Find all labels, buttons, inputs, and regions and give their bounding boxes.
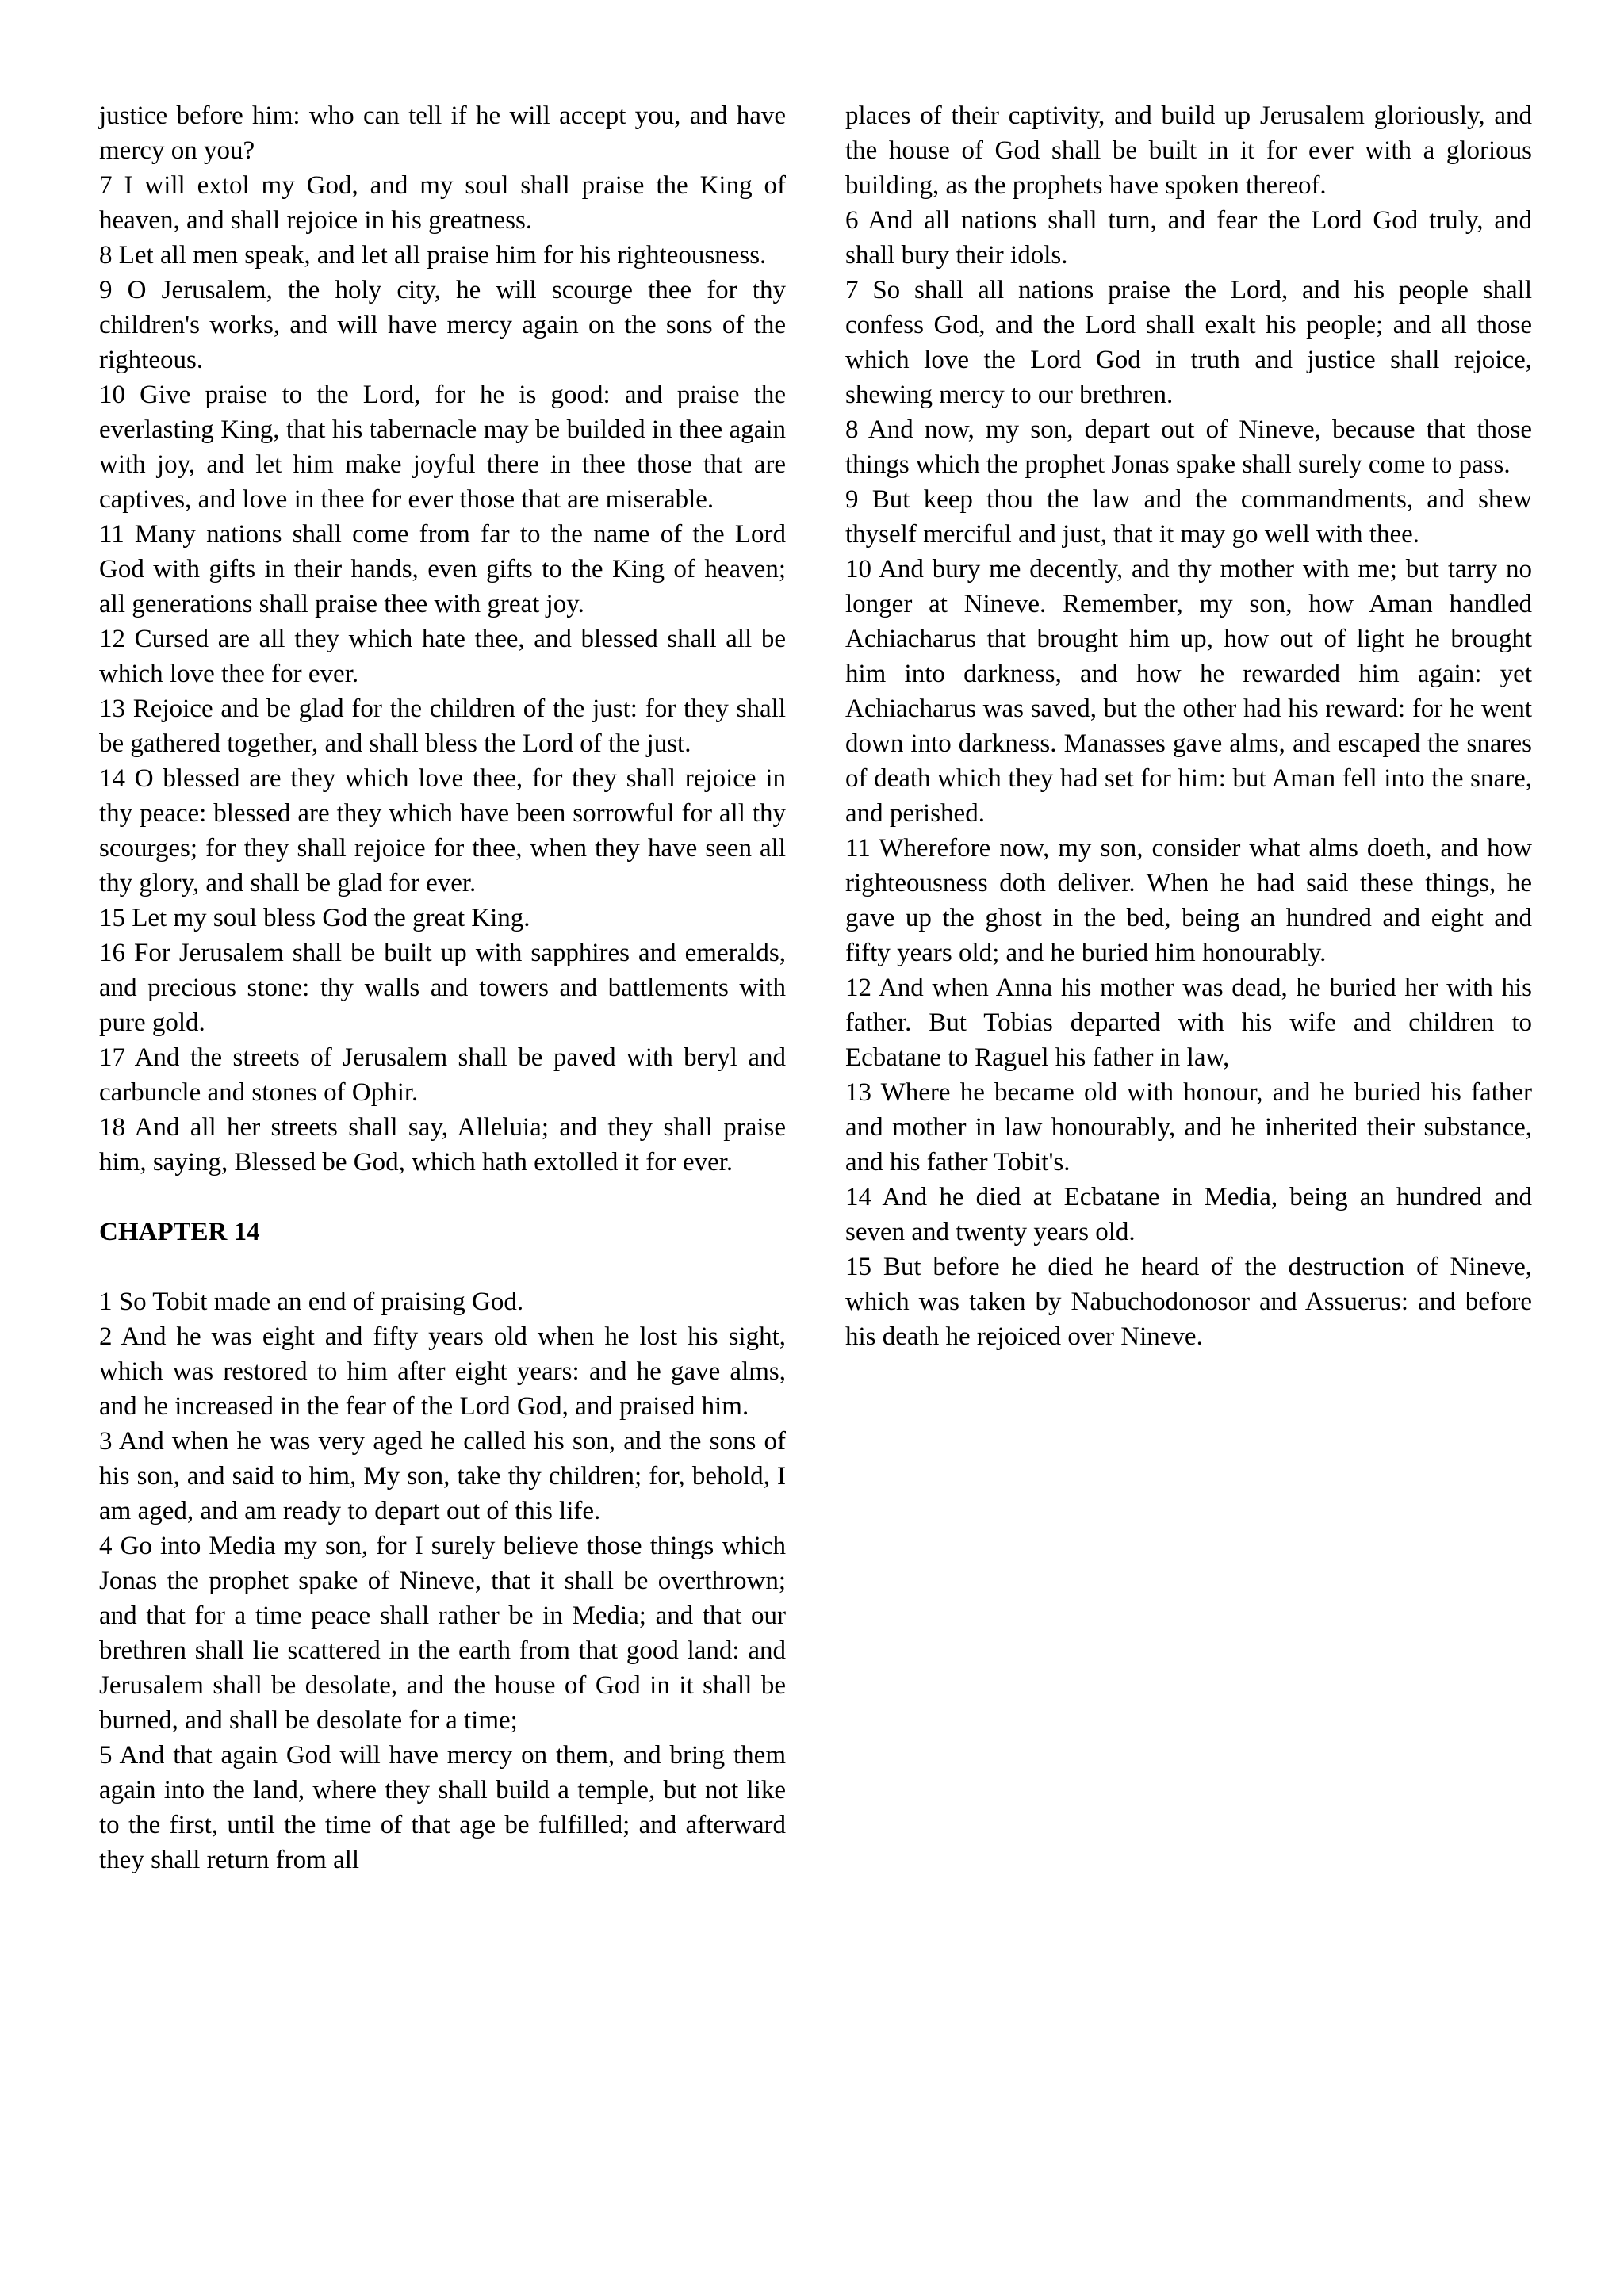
verse-text: 12 And when Anna his mother was dead, he buried her with his father. But Tobias departed with his wife and children to Ecbatane to Raguel his father in law, bbox=[845, 974, 1532, 1072]
verse-text: 12 Cursed are all they which hate thee, and blessed shall all be which love thee for ever. bbox=[99, 625, 786, 688]
verse-text: 11 Many nations shall come from far to the name of the Lord God with gifts in their hands, even gifts to the King of heaven; all generations shall praise thee with great joy. bbox=[99, 520, 786, 618]
verse-text: 2 And he was eight and fifty years old when he lost his sight, which was restored to him after eight years: and he gave alms, and he increased in the fear of the Lord God, and praised him. bbox=[99, 1322, 786, 1421]
verse-text: 13 Rejoice and be glad for the children of the just: for they shall be gathered together, and shall bless the Lord of the just. bbox=[99, 695, 786, 758]
verse-text: 11 Wherefore now, my son, consider what alms doeth, and how righteousness doth deliver. When he had said these things, he gave up the ghost in the bed, being an hundred and eight and fifty years old; and he buried him honourably. bbox=[845, 834, 1532, 967]
verse-text: 1 So Tobit made an end of praising God. bbox=[99, 1288, 524, 1316]
verse-text: places of their captivity, and build up Jerusalem gloriously, and the house of God shall be built in it for ever with a glorious building, as the prophets have spoken thereof. bbox=[845, 101, 1532, 200]
verse-text: 18 And all her streets shall say, Alleluia; and they shall praise him, saying, Blessed be God, which hath extolled it for ever. bbox=[99, 1113, 786, 1177]
verse-text: 15 Let my soul bless God the great King. bbox=[99, 904, 530, 932]
verse-text: 4 Go into Media my son, for I surely believe those things which Jonas the prophet spake of Nineve, that it shall be overthrown; and that for a time peace shall rather be in Media; and that our brethren shall lie scattered in the earth from that good land: and Jerusalem shall be desolate, and the house of God in it shall be burned, and shall be desolate for a time; bbox=[99, 1532, 786, 1735]
right-column bbox=[845, 98, 1532, 1354]
verse-text: 10 And bury me decently, and thy mother with me; but tarry no longer at Nineve. Remember, my son, how Aman handled Achiacharus that brought him up, how out of light he brought him into darkness, and how he rewarded him again: yet Achiacharus was saved, but the other had his reward: for he went down into darkness. Manasses gave alms, and escaped the snares of death which they had set for him: but Aman fell into the snare, and perished. bbox=[845, 555, 1532, 828]
verse-text: 10 Give praise to the Lord, for he is good: and praise the everlasting King, that his tabernacle may be builded in thee again with joy, and let him make joyful there in thee those that are captives, and love in thee for ever those that are miserable. bbox=[99, 381, 786, 514]
verse-text: justice before him: who can tell if he will accept you, and have mercy on you? bbox=[99, 101, 786, 165]
verse-text: 14 O blessed are they which love thee, for they shall rejoice in thy peace: blessed are they which have been sorrowful for all thy scourges; for they shall rejoice for thee, when they have seen all thy glory, and shall be glad for ever. bbox=[99, 764, 786, 897]
left-column bbox=[99, 98, 786, 1877]
verse-text: 9 O Jerusalem, the holy city, he will scourge thee for thy children's works, and will have mercy again on the sons of the righteous. bbox=[99, 276, 786, 374]
verse-text: 9 But keep thou the law and the commandments, and shew thyself merciful and just, that it may go well with thee. bbox=[845, 485, 1532, 549]
verse-text: 13 Where he became old with honour, and he buried his father and mother in law honourably, and he inherited their substance, and his father Tobit's. bbox=[845, 1078, 1532, 1177]
verse-text: 8 And now, my son, depart out of Nineve, because that those things which the prophet Jonas spake shall surely come to pass. bbox=[845, 415, 1532, 479]
verse-text: 6 And all nations shall turn, and fear the Lord God truly, and shall bury their idols. bbox=[845, 206, 1532, 270]
verse-text: 17 And the streets of Jerusalem shall be paved with beryl and carbuncle and stones of Ophir. bbox=[99, 1043, 786, 1107]
verse-text: 7 I will extol my God, and my soul shall praise the King of heaven, and shall rejoice in his greatness. bbox=[99, 171, 786, 235]
verse-text: 16 For Jerusalem shall be built up with sapphires and emeralds, and precious stone: thy walls and towers and battlements with pure gold. bbox=[99, 939, 786, 1037]
verse-text: 8 Let all men speak, and let all praise him for his righteousness. bbox=[99, 241, 767, 270]
verse-text: 3 And when he was very aged he called his son, and the sons of his son, and said to him, My son, take thy children; for, behold, I am aged, and am ready to depart out of this life. bbox=[99, 1427, 786, 1525]
verse-text: 14 And he died at Ecbatane in Media, being an hundred and seven and twenty years old. bbox=[845, 1183, 1532, 1246]
verse-text: 15 But before he died he heard of the destruction of Nineve, which was taken by Nabuchodonosor and Assuerus: and before his death he rejoiced over Nineve. bbox=[845, 1253, 1532, 1351]
verse-text: 7 So shall all nations praise the Lord, and his people shall confess God, and the Lord shall exalt his people; and all those which love the Lord God in truth and justice shall rejoice, shewing mercy to our brethren. bbox=[845, 276, 1532, 409]
chapter-heading: CHAPTER 14 bbox=[99, 1218, 260, 1246]
verse-text: 5 And that again God will have mercy on them, and bring them again into the land, where they shall build a temple, but not like to the first, until the time of that age be fulfilled; and afterward they shall return from all bbox=[99, 1741, 786, 1874]
